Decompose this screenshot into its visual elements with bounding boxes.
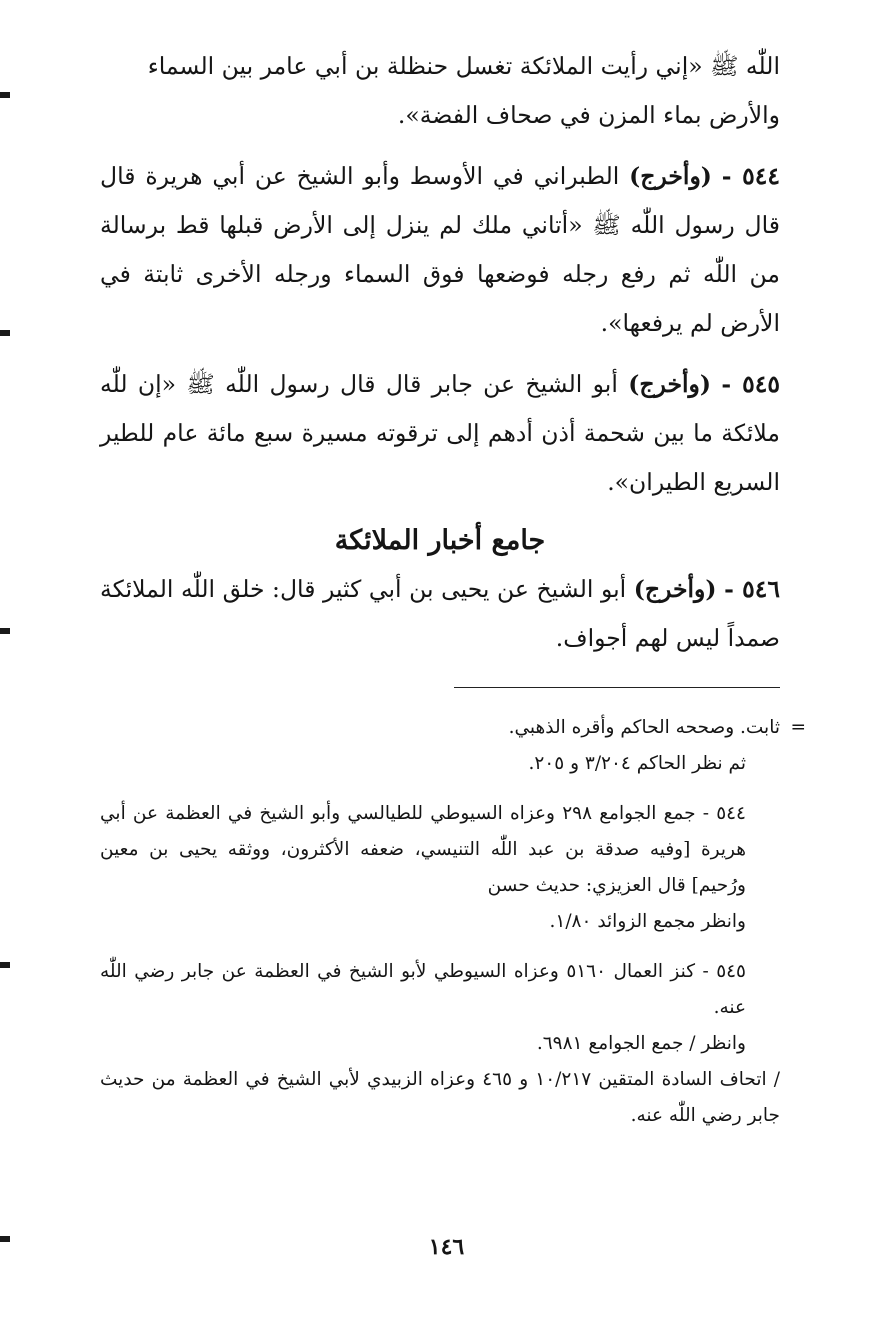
hadith-text-545: أبو الشيخ عن جابر قال قال رسول اللّٰه ﷺ «إن للّٰه ملائكة ما بين شحمة أذن أدهم إلى ترقوته مسيرة سبع مائة عام للطير السريع الطيران». <box>100 370 780 496</box>
scan-edge-mark <box>0 330 10 336</box>
continuation-mark: = <box>790 717 806 738</box>
intro-line-1: اللّٰه ﷺ «إني رأيت الملائكة تغسل حنظلة بن أبي عامر بين السماء <box>147 52 780 80</box>
paragraph-intro <box>100 42 780 140</box>
footnote-544-line-2: وانظر مجمع الزوائد ١/٨٠. <box>549 911 746 932</box>
footnote-continuation <box>100 710 806 782</box>
footnote-545 <box>100 954 780 1134</box>
hadith-number-546: ٥٤٦ - <box>724 575 780 603</box>
footnote-544-text: ٥٤٤ - جمع الجوامع ٢٩٨ وعزاه السيوطي للطيالسي وأبو الشيخ في العظمة عن أبي هريرة [وفيه صدقة بن عبد اللّٰه التنيسي، ضعفه الأكثرون، ووثقه يحيى بن معين ورُحيم] قال العزيزي: حديث حسن <box>100 803 746 896</box>
hadith-text-546: أبو الشيخ عن يحيى بن أبي كثير قال: خلق اللّٰه الملائكة صمداً ليس لهم أجواف. <box>100 575 780 652</box>
lead-word-544: (وأخرج) <box>629 162 712 190</box>
paragraph-546 <box>100 565 780 663</box>
scan-edge-mark <box>0 1236 10 1242</box>
footnote-544 <box>100 796 780 940</box>
lead-word-545: (وأخرج) <box>628 370 711 398</box>
hadith-number-545: ٥٤٥ - <box>721 370 780 398</box>
scan-edge-mark <box>0 92 10 98</box>
footnote-545-text: ٥٤٥ - كنز العمال ٥١٦٠ وعزاه السيوطي لأبو الشيخ في العظمة عن جابر رضي اللّٰه عنه. <box>100 961 746 1018</box>
footnote-cont-line-1: ثابت. وصححه الحاكم وأقره الذهبي. <box>508 717 780 738</box>
section-heading: جامع أخبار الملائكة <box>334 525 546 556</box>
footnote-545-line-2: وانظر / جمع الجوامع ٦٩٨١. <box>536 1033 746 1054</box>
paragraph-544 <box>100 152 780 348</box>
page-number: ١٤٦ <box>428 1234 465 1260</box>
footnote-separator <box>454 687 780 688</box>
hadith-text-544: الطبراني في الأوسط وأبو الشيخ عن أبي هريرة قال قال رسول اللّٰه ﷺ «أتاني ملك لم ينزل إلى الأرض قبلها قط برسالة من اللّٰه ثم رفع رجله فوضعها فوق السماء ورجله الأخرى ثابتة في الأرض لم يرفعها». <box>100 162 780 337</box>
footnote-cont-line-2: ثم نظر الحاكم ٣/٢٠٤ و ٢٠٥. <box>528 753 746 774</box>
scan-edge-mark <box>0 962 10 968</box>
intro-line-2: والأرض بماء المزن في صحاف الفضة». <box>397 101 780 129</box>
lead-word-546: (وأخرج) <box>633 575 717 603</box>
page-body <box>100 42 806 1148</box>
paragraph-545 <box>100 360 780 507</box>
scan-edge-mark <box>0 628 10 634</box>
footnote-545-line-3: / اتحاف السادة المتقين ١٠/٢١٧ و ٤٦٥ وعزاه الزبيدي لأبي الشيخ في العظمة من حديث جابر رضي اللّٰه عنه. <box>100 1069 780 1126</box>
hadith-number-544: ٥٤٤ - <box>721 162 780 190</box>
